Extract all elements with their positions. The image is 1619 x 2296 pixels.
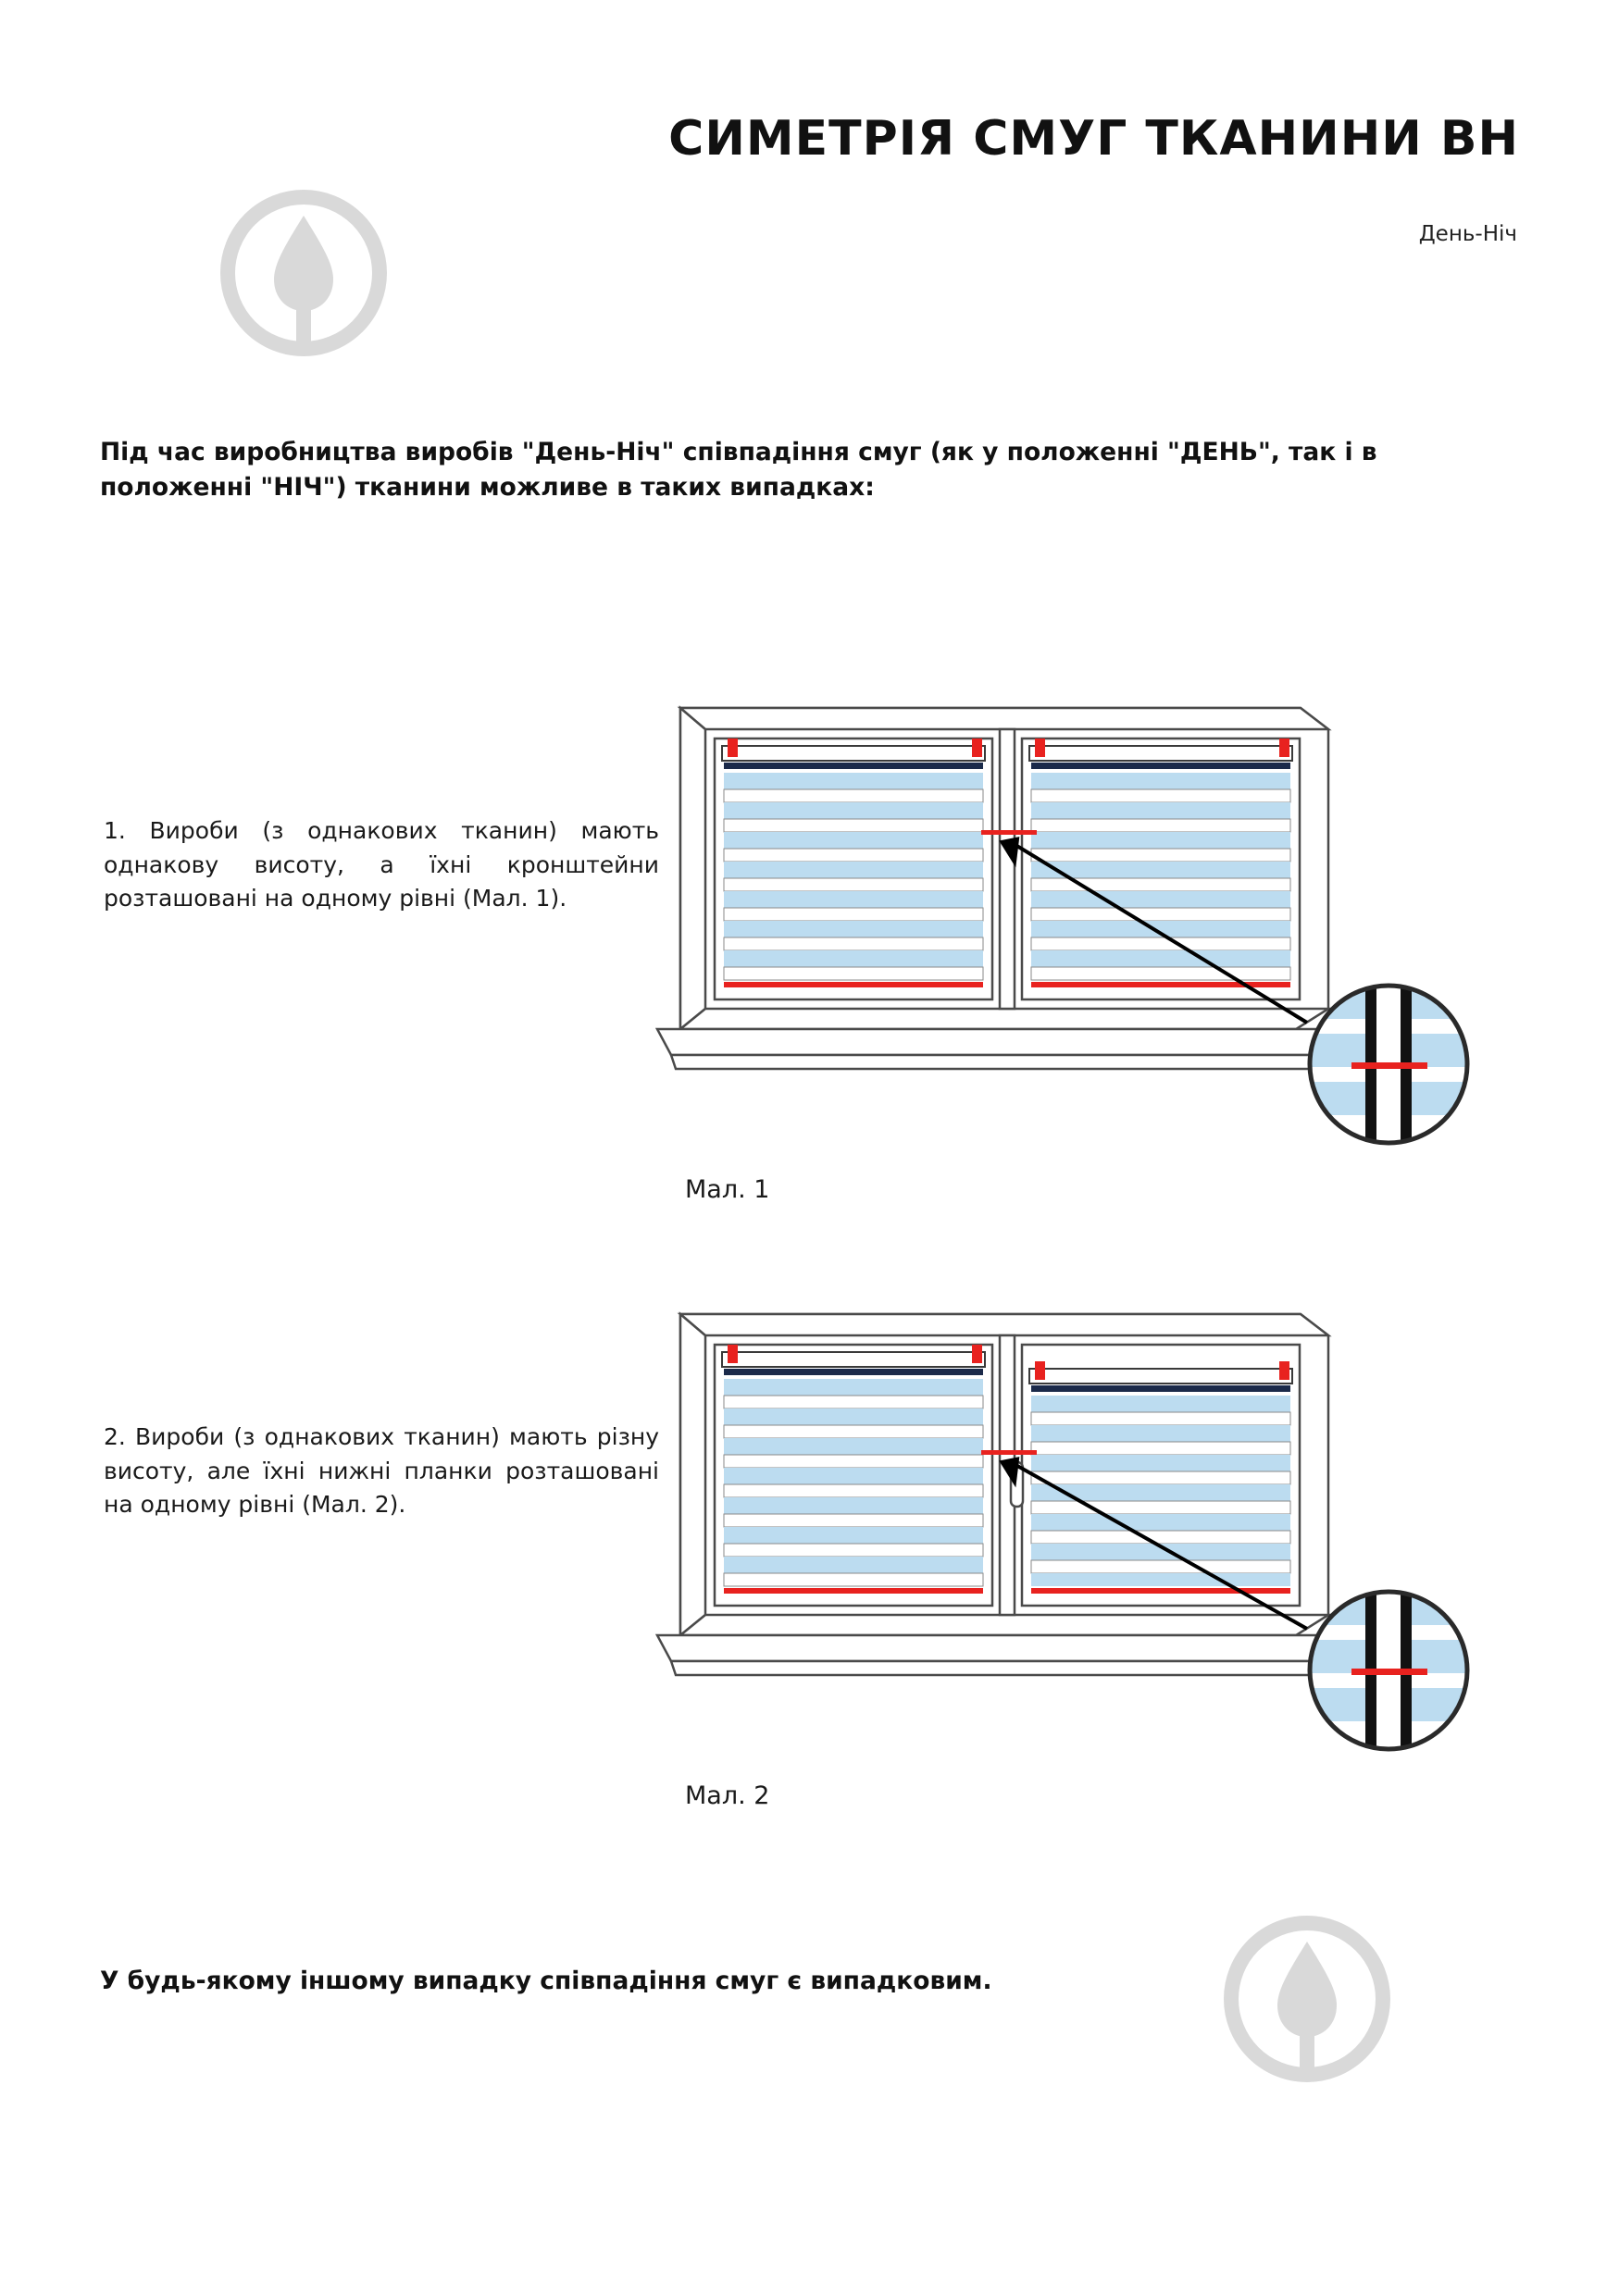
intro-paragraph: Під час виробництва виробів "День-Ніч" співпадіння смуг (як у положенні "ДЕНЬ", так і в положенні "НІЧ") тканини можливе в таких випадках: [100, 438, 1377, 502]
figure-1-window-equal-height [648, 703, 1537, 1170]
watermark-logo-top [220, 185, 387, 365]
figure-1-caption: Мал. 1 [685, 1175, 770, 1204]
figure-2-caption: Мал. 2 [685, 1781, 770, 1810]
footer-note: У будь-якому іншому випадку співпадіння смуг є випадковим. [100, 1967, 992, 1995]
watermark-logo-bottom [1224, 1911, 1390, 2091]
case-2-text: 2. Вироби (з однакових тканин) мають різну висоту, але їхні нижні планки розташовані на одному рівні (Мал. 2). [104, 1423, 659, 1518]
page-title: СИМЕТРІЯ СМУГ ТКАНИНИ ВН [668, 111, 1519, 167]
page-subtitle: День-Ніч [1418, 222, 1517, 246]
figure-2-window-different-height [648, 1309, 1537, 1776]
case-1-text: 1. Вироби (з однакових тканин) мають однакову висоту, а їхні кронштейни розташовані на одному рівні (Мал. 1). [104, 817, 659, 912]
